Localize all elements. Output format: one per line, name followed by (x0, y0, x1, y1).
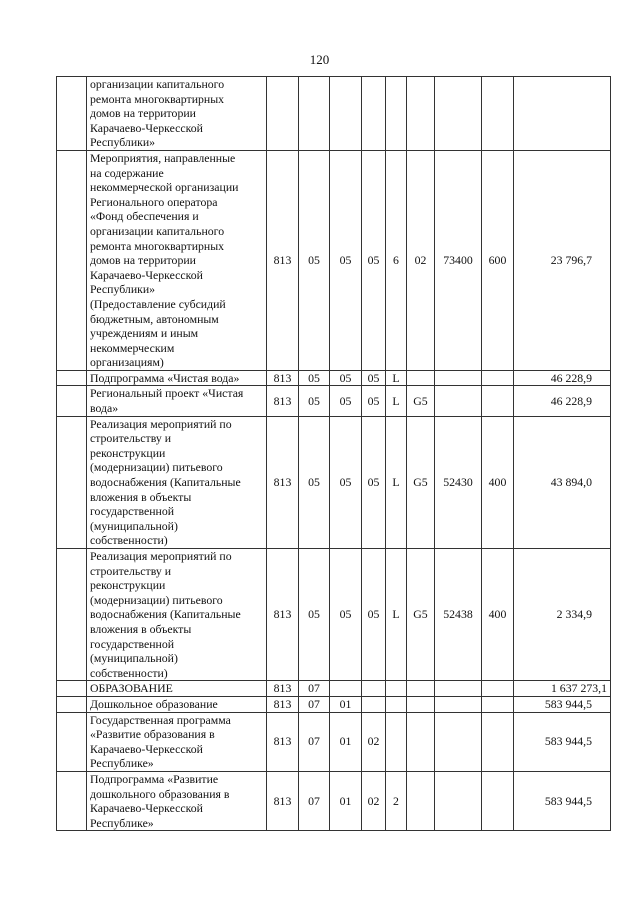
item-name-line: Республике» (90, 815, 154, 830)
item-name-line: некоммерческим (90, 340, 175, 355)
csr3-cell (407, 681, 435, 697)
vr-cell: 600 (482, 150, 514, 370)
item-name-cell (87, 549, 267, 681)
item-name-line: (модернизации) питьевого (90, 460, 223, 475)
pr-cell: 05 (330, 370, 362, 386)
row-number-cell (57, 416, 87, 548)
adm-cell: 813 (267, 696, 299, 712)
csr4-cell (435, 712, 482, 771)
item-name-line: учреждениям и иным (90, 326, 199, 341)
row-number-cell (57, 549, 87, 681)
amount-cell: 1 637 273,1 (514, 681, 611, 697)
adm-cell: 813 (267, 150, 299, 370)
item-name-cell (87, 771, 267, 830)
csr3-cell: G5 (407, 386, 435, 416)
vr-cell (482, 681, 514, 697)
item-name-line: организациям) (90, 355, 164, 370)
table-body (57, 77, 611, 831)
item-name-line: собственности) (90, 533, 168, 548)
vr-cell: 400 (482, 416, 514, 548)
pr-cell: 05 (330, 386, 362, 416)
table-row (57, 696, 611, 712)
pr-cell: 01 (330, 712, 362, 771)
item-name-line: государственной (90, 636, 175, 651)
item-name-line: (муниципальной) (90, 518, 178, 533)
adm-cell: 813 (267, 712, 299, 771)
item-name-cell (87, 150, 267, 370)
item-name-line: Карачаево-Черкесской (90, 741, 203, 756)
adm-cell: 813 (267, 681, 299, 697)
vr-cell (482, 370, 514, 386)
adm-cell: 813 (267, 370, 299, 386)
item-name-line: водоснабжения (Капитальные (90, 607, 241, 622)
item-name-line: домов на территории (90, 253, 196, 268)
item-name-line: домов на территории (90, 106, 196, 121)
table-row (57, 416, 611, 548)
item-name-line: «Развитие образования в (90, 727, 215, 742)
csr2-cell: L (386, 370, 407, 386)
item-name-cell (87, 386, 267, 416)
csr1-cell: 05 (362, 549, 386, 681)
item-name-line: Государственная программа (90, 712, 231, 727)
rz-cell: 07 (299, 712, 330, 771)
csr4-cell (435, 696, 482, 712)
item-name-line: Региональный проект «Чистая (90, 386, 244, 401)
csr2-cell: L (386, 416, 407, 548)
pr-cell (330, 77, 362, 151)
csr4-cell (435, 77, 482, 151)
item-name-line: организации капитального (90, 223, 225, 238)
table-row (57, 386, 611, 416)
item-name-line: государственной (90, 504, 175, 519)
item-name-cell (87, 370, 267, 386)
csr1-cell (362, 696, 386, 712)
rz-cell: 07 (299, 681, 330, 697)
item-name-cell (87, 712, 267, 771)
item-name-line: Республики» (90, 282, 156, 297)
csr2-cell: 2 (386, 771, 407, 830)
adm-cell: 813 (267, 771, 299, 830)
csr4-cell: 52430 (435, 416, 482, 548)
csr3-cell (407, 77, 435, 151)
pr-cell: 01 (330, 696, 362, 712)
item-name-line: Республики» (90, 135, 156, 150)
csr1-cell (362, 681, 386, 697)
vr-cell: 400 (482, 549, 514, 681)
item-name-line: ремонта многоквартирных (90, 91, 225, 106)
csr1-cell: 02 (362, 771, 386, 830)
row-number-cell (57, 712, 87, 771)
item-name-line: Реализация мероприятий по (90, 416, 232, 431)
item-name-cell (87, 416, 267, 548)
csr3-cell: G5 (407, 549, 435, 681)
item-name-line: Подпрограмма «Чистая вода» (90, 370, 240, 385)
amount-cell: 46 228,9 (514, 386, 611, 416)
amount-cell: 583 944,5 (514, 712, 611, 771)
csr2-cell (386, 681, 407, 697)
item-name-line: (Предоставление субсидий (90, 296, 226, 311)
row-number-cell (57, 681, 87, 697)
rz-cell: 07 (299, 771, 330, 830)
item-name-line: ОБРАЗОВАНИЕ (90, 681, 173, 696)
amount-cell: 46 228,9 (514, 370, 611, 386)
csr2-cell (386, 77, 407, 151)
csr1-cell: 02 (362, 712, 386, 771)
csr2-cell (386, 712, 407, 771)
csr1-cell: 05 (362, 416, 386, 548)
vr-cell (482, 77, 514, 151)
pr-cell (330, 681, 362, 697)
pr-cell: 05 (330, 150, 362, 370)
csr4-cell (435, 681, 482, 697)
item-name-line: вложения в объекты (90, 489, 192, 504)
item-name-line: реконструкции (90, 578, 166, 593)
vr-cell (482, 386, 514, 416)
item-name-line: Карачаево-Черкесской (90, 120, 203, 135)
vr-cell (482, 696, 514, 712)
table-row (57, 77, 611, 151)
csr4-cell (435, 386, 482, 416)
adm-cell: 813 (267, 416, 299, 548)
vr-cell (482, 712, 514, 771)
table-row (57, 549, 611, 681)
csr3-cell (407, 696, 435, 712)
csr1-cell (362, 77, 386, 151)
page-number: 120 (309, 52, 330, 67)
row-number-cell (57, 386, 87, 416)
item-name-line: строительству и (90, 563, 172, 578)
csr4-cell: 52438 (435, 549, 482, 681)
csr2-cell (386, 696, 407, 712)
item-name-line: «Фонд обеспечения и (90, 209, 199, 224)
item-name-line: организации капитального (90, 77, 225, 91)
item-name-line: Карачаево-Черкесской (90, 801, 203, 816)
item-name-line: некоммерческой организации (90, 180, 239, 195)
item-name-line: вода» (90, 401, 119, 416)
csr3-cell: G5 (407, 416, 435, 548)
item-name-line: Подпрограмма «Развитие (90, 771, 219, 786)
adm-cell (267, 77, 299, 151)
csr2-cell: L (386, 386, 407, 416)
rz-cell: 05 (299, 150, 330, 370)
amount-cell (514, 77, 611, 151)
row-number-cell (57, 370, 87, 386)
csr2-cell: L (386, 549, 407, 681)
csr1-cell: 05 (362, 150, 386, 370)
item-name-line: водоснабжения (Капитальные (90, 475, 241, 490)
rz-cell (299, 77, 330, 151)
table-row (57, 150, 611, 370)
item-name-line: Карачаево-Черкесской (90, 267, 203, 282)
csr3-cell (407, 771, 435, 830)
item-name-line: Регионального оператора (90, 194, 218, 209)
csr1-cell: 05 (362, 386, 386, 416)
rz-cell: 07 (299, 696, 330, 712)
item-name-line: дошкольного образования в (90, 786, 230, 801)
amount-cell: 583 944,5 (514, 771, 611, 830)
csr2-cell: 6 (386, 150, 407, 370)
csr3-cell (407, 370, 435, 386)
item-name-line: вложения в объекты (90, 621, 192, 636)
csr3-cell (407, 712, 435, 771)
rz-cell: 05 (299, 386, 330, 416)
csr1-cell: 05 (362, 370, 386, 386)
item-name-cell (87, 696, 267, 712)
item-name-line: ремонта многоквартирных (90, 238, 225, 253)
item-name-line: реконструкции (90, 445, 166, 460)
item-name-line: Мероприятия, направленные (90, 150, 236, 165)
amount-cell: 2 334,9 (514, 549, 611, 681)
table-row (57, 771, 611, 830)
amount-cell: 23 796,7 (514, 150, 611, 370)
row-number-cell (57, 696, 87, 712)
amount-cell: 43 894,0 (514, 416, 611, 548)
item-name-line: строительству и (90, 431, 172, 446)
adm-cell: 813 (267, 386, 299, 416)
rz-cell: 05 (299, 370, 330, 386)
row-number-cell (57, 771, 87, 830)
pr-cell: 05 (330, 549, 362, 681)
item-name-cell (87, 77, 267, 151)
rz-cell: 05 (299, 549, 330, 681)
amount-cell: 583 944,5 (514, 696, 611, 712)
table-row (57, 712, 611, 771)
item-name-line: (муниципальной) (90, 651, 178, 666)
row-number-cell (57, 150, 87, 370)
item-name-cell (87, 681, 267, 697)
row-number-cell (57, 77, 87, 151)
item-name-line: Реализация мероприятий по (90, 549, 232, 563)
item-name-line: на содержание (90, 165, 164, 180)
item-name-line: собственности) (90, 665, 168, 680)
csr3-cell: 02 (407, 150, 435, 370)
csr4-cell: 73400 (435, 150, 482, 370)
table-row (57, 681, 611, 697)
item-name-line: Республике» (90, 756, 154, 771)
csr4-cell (435, 370, 482, 386)
csr4-cell (435, 771, 482, 830)
budget-table (56, 76, 611, 831)
vr-cell (482, 771, 514, 830)
table-row (57, 370, 611, 386)
item-name-line: Дошкольное образование (90, 696, 218, 711)
pr-cell: 01 (330, 771, 362, 830)
pr-cell: 05 (330, 416, 362, 548)
item-name-line: бюджетным, автономным (90, 311, 219, 326)
rz-cell: 05 (299, 416, 330, 548)
item-name-line: (модернизации) питьевого (90, 592, 223, 607)
adm-cell: 813 (267, 549, 299, 681)
